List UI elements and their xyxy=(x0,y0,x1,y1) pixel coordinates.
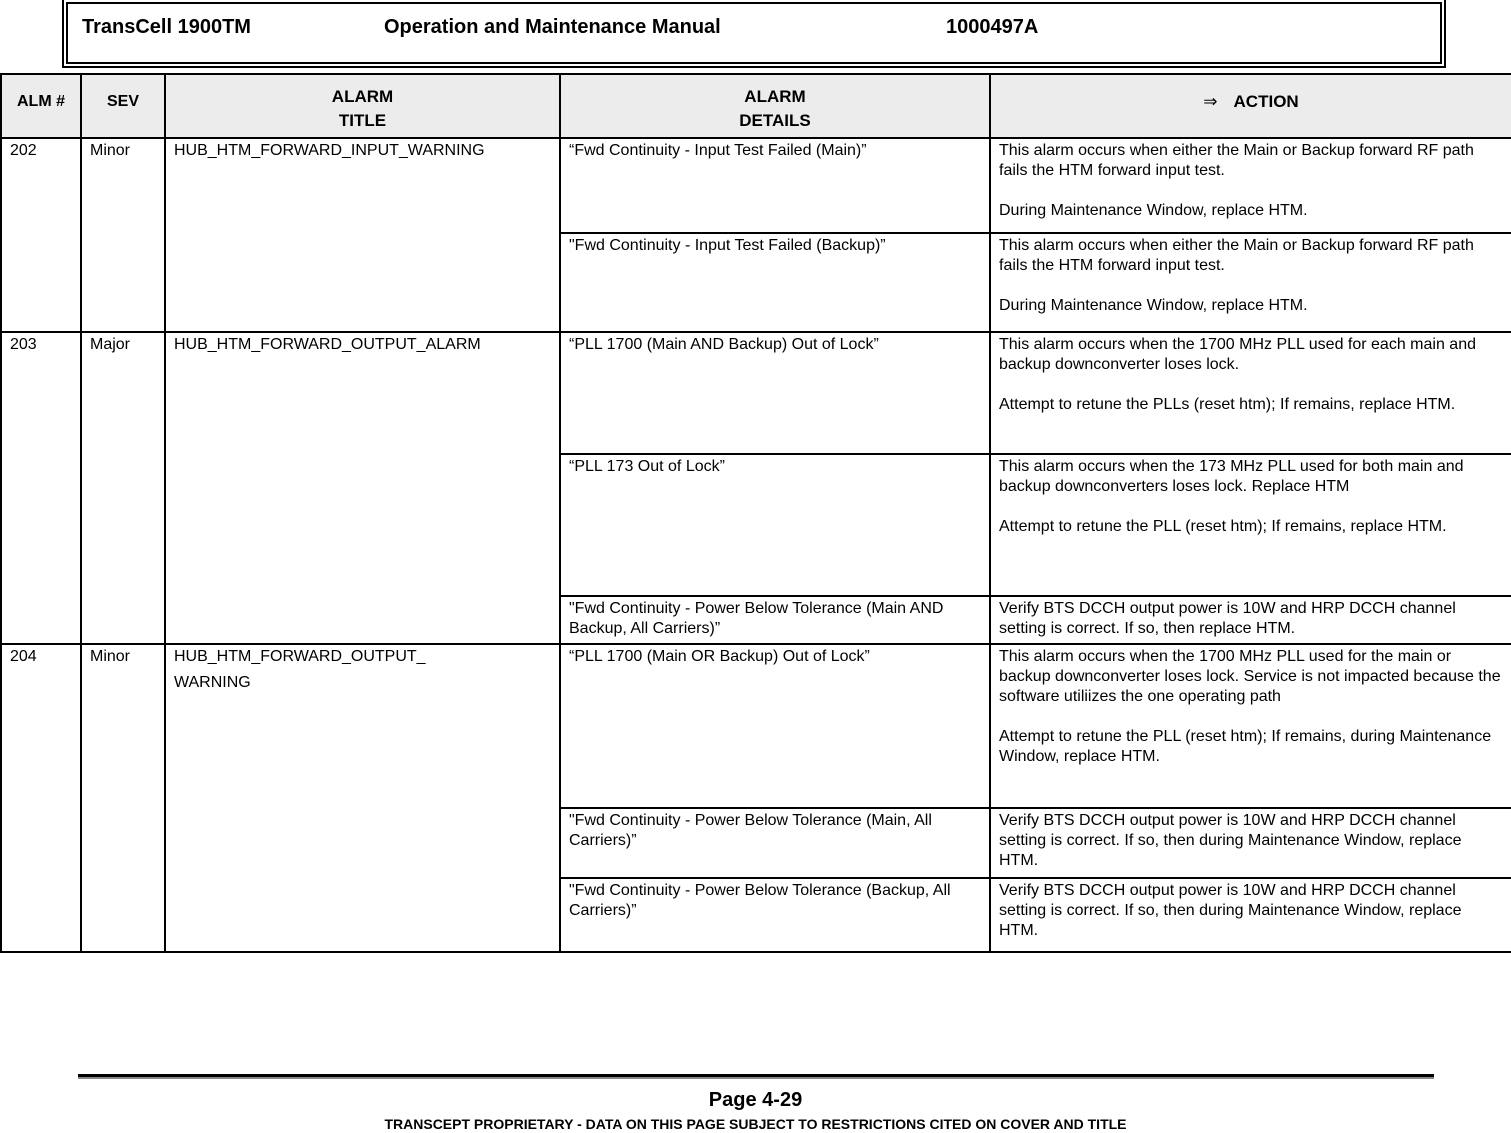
col-header-alm-number: ALM # xyxy=(1,74,81,138)
alarm-details: “PLL 173 Out of Lock” xyxy=(560,454,990,596)
table-row xyxy=(1,332,1511,454)
col-header-alarm-title-line2: TITLE xyxy=(338,111,387,130)
alarm-title: HUB_HTM_FORWARD_OUTPUT_ALARM xyxy=(165,332,560,644)
alarm-details: "Fwd Continuity - Input Test Failed (Backup)” xyxy=(560,233,990,332)
alarm-title-line2: WARNING xyxy=(174,674,251,691)
alarm-title: HUB_HTM_FORWARD_INPUT_WARNING xyxy=(165,138,560,332)
col-header-severity: SEV xyxy=(81,74,165,138)
col-header-action-label: ACTION xyxy=(1233,92,1299,111)
alarm-action: This alarm occurs when either the Main or Backup forward RF path fails the HTM forward input test. During Maintenance Window, replace HTM. xyxy=(990,138,1511,233)
alarm-details: “PLL 1700 (Main AND Backup) Out of Lock” xyxy=(560,332,990,454)
manual-title: Operation and Maintenance Manual xyxy=(384,16,721,38)
alarm-action: This alarm occurs when the 1700 MHz PLL used for the main or backup downconverter loses lock. Service is not impacted because the software utiliizes the one operating path Attempt to retune the PLL (reset htm); If remains, during Maintenance Window, replace HTM. xyxy=(990,644,1511,808)
table-header-row xyxy=(1,74,1511,138)
document-number: 1000497A xyxy=(946,16,1039,38)
alarm-number: 202 xyxy=(1,138,81,332)
col-header-action xyxy=(990,74,1511,138)
alarm-details: "Fwd Continuity - Power Below Tolerance (Main AND Backup, All Carriers)” xyxy=(560,596,990,644)
alarm-title-line1: HUB_HTM_FORWARD_OUTPUT_ xyxy=(174,648,426,665)
proprietary-notice: TRANSCEPT PROPRIETARY - DATA ON THIS PAGE SUBJECT TO RESTRICTIONS CITED ON COVER AND TITLE xyxy=(384,1116,1127,1132)
alarm-action: Verify BTS DCCH output power is 10W and HRP DCCH channel setting is correct. If so, then during Maintenance Window, replace HTM. xyxy=(990,878,1511,952)
table-row xyxy=(1,138,1511,233)
col-header-alarm-details-line2: DETAILS xyxy=(739,111,811,130)
alarm-severity: Minor xyxy=(81,644,165,952)
product-name: TransCell 1900TM xyxy=(82,16,251,38)
col-header-alarm-details xyxy=(560,74,990,138)
page-header xyxy=(66,2,1442,64)
alarm-details: “PLL 1700 (Main OR Backup) Out of Lock” xyxy=(560,644,990,808)
table-row xyxy=(1,644,1511,808)
col-header-alarm-title xyxy=(165,74,560,138)
col-header-alarm-title-line1: ALARM xyxy=(331,87,394,106)
alarm-action: This alarm occurs when the 173 MHz PLL used for both main and backup downconverters loses lock. Replace HTM Attempt to retune the PLL (reset htm); If remains, replace HTM. xyxy=(990,454,1511,596)
alarm-action: This alarm occurs when the 1700 MHz PLL used for each main and backup downconverter loses lock. Attempt to retune the PLLs (reset htm); If remains, replace HTM. xyxy=(990,332,1511,454)
alarm-details: "Fwd Continuity - Power Below Tolerance (Main, All Carriers)” xyxy=(560,808,990,878)
alarm-action: This alarm occurs when either the Main or Backup forward RF path fails the HTM forward input test. During Maintenance Window, replace HTM. xyxy=(990,233,1511,332)
alarm-number: 203 xyxy=(1,332,81,644)
col-header-alarm-details-line1: ALARM xyxy=(744,87,806,106)
alarm-details: “Fwd Continuity - Input Test Failed (Main)” xyxy=(560,138,990,233)
alarm-number: 204 xyxy=(1,644,81,952)
alarm-details: "Fwd Continuity - Power Below Tolerance (Backup, All Carriers)” xyxy=(560,878,990,952)
alarm-severity: Minor xyxy=(81,138,165,332)
alarm-action: Verify BTS DCCH output power is 10W and HRP DCCH channel setting is correct. If so, then during Maintenance Window, replace HTM. xyxy=(990,808,1511,878)
alarm-title xyxy=(165,644,560,952)
arrow-right-icon: ⇒ xyxy=(1203,92,1218,111)
page-number: Page 4-29 xyxy=(708,1089,803,1111)
footer-divider xyxy=(78,1074,1434,1077)
alarm-severity: Major xyxy=(81,332,165,644)
alarm-table xyxy=(0,73,1511,953)
alarm-action: Verify BTS DCCH output power is 10W and HRP DCCH channel setting is correct. If so, then replace HTM. xyxy=(990,596,1511,644)
